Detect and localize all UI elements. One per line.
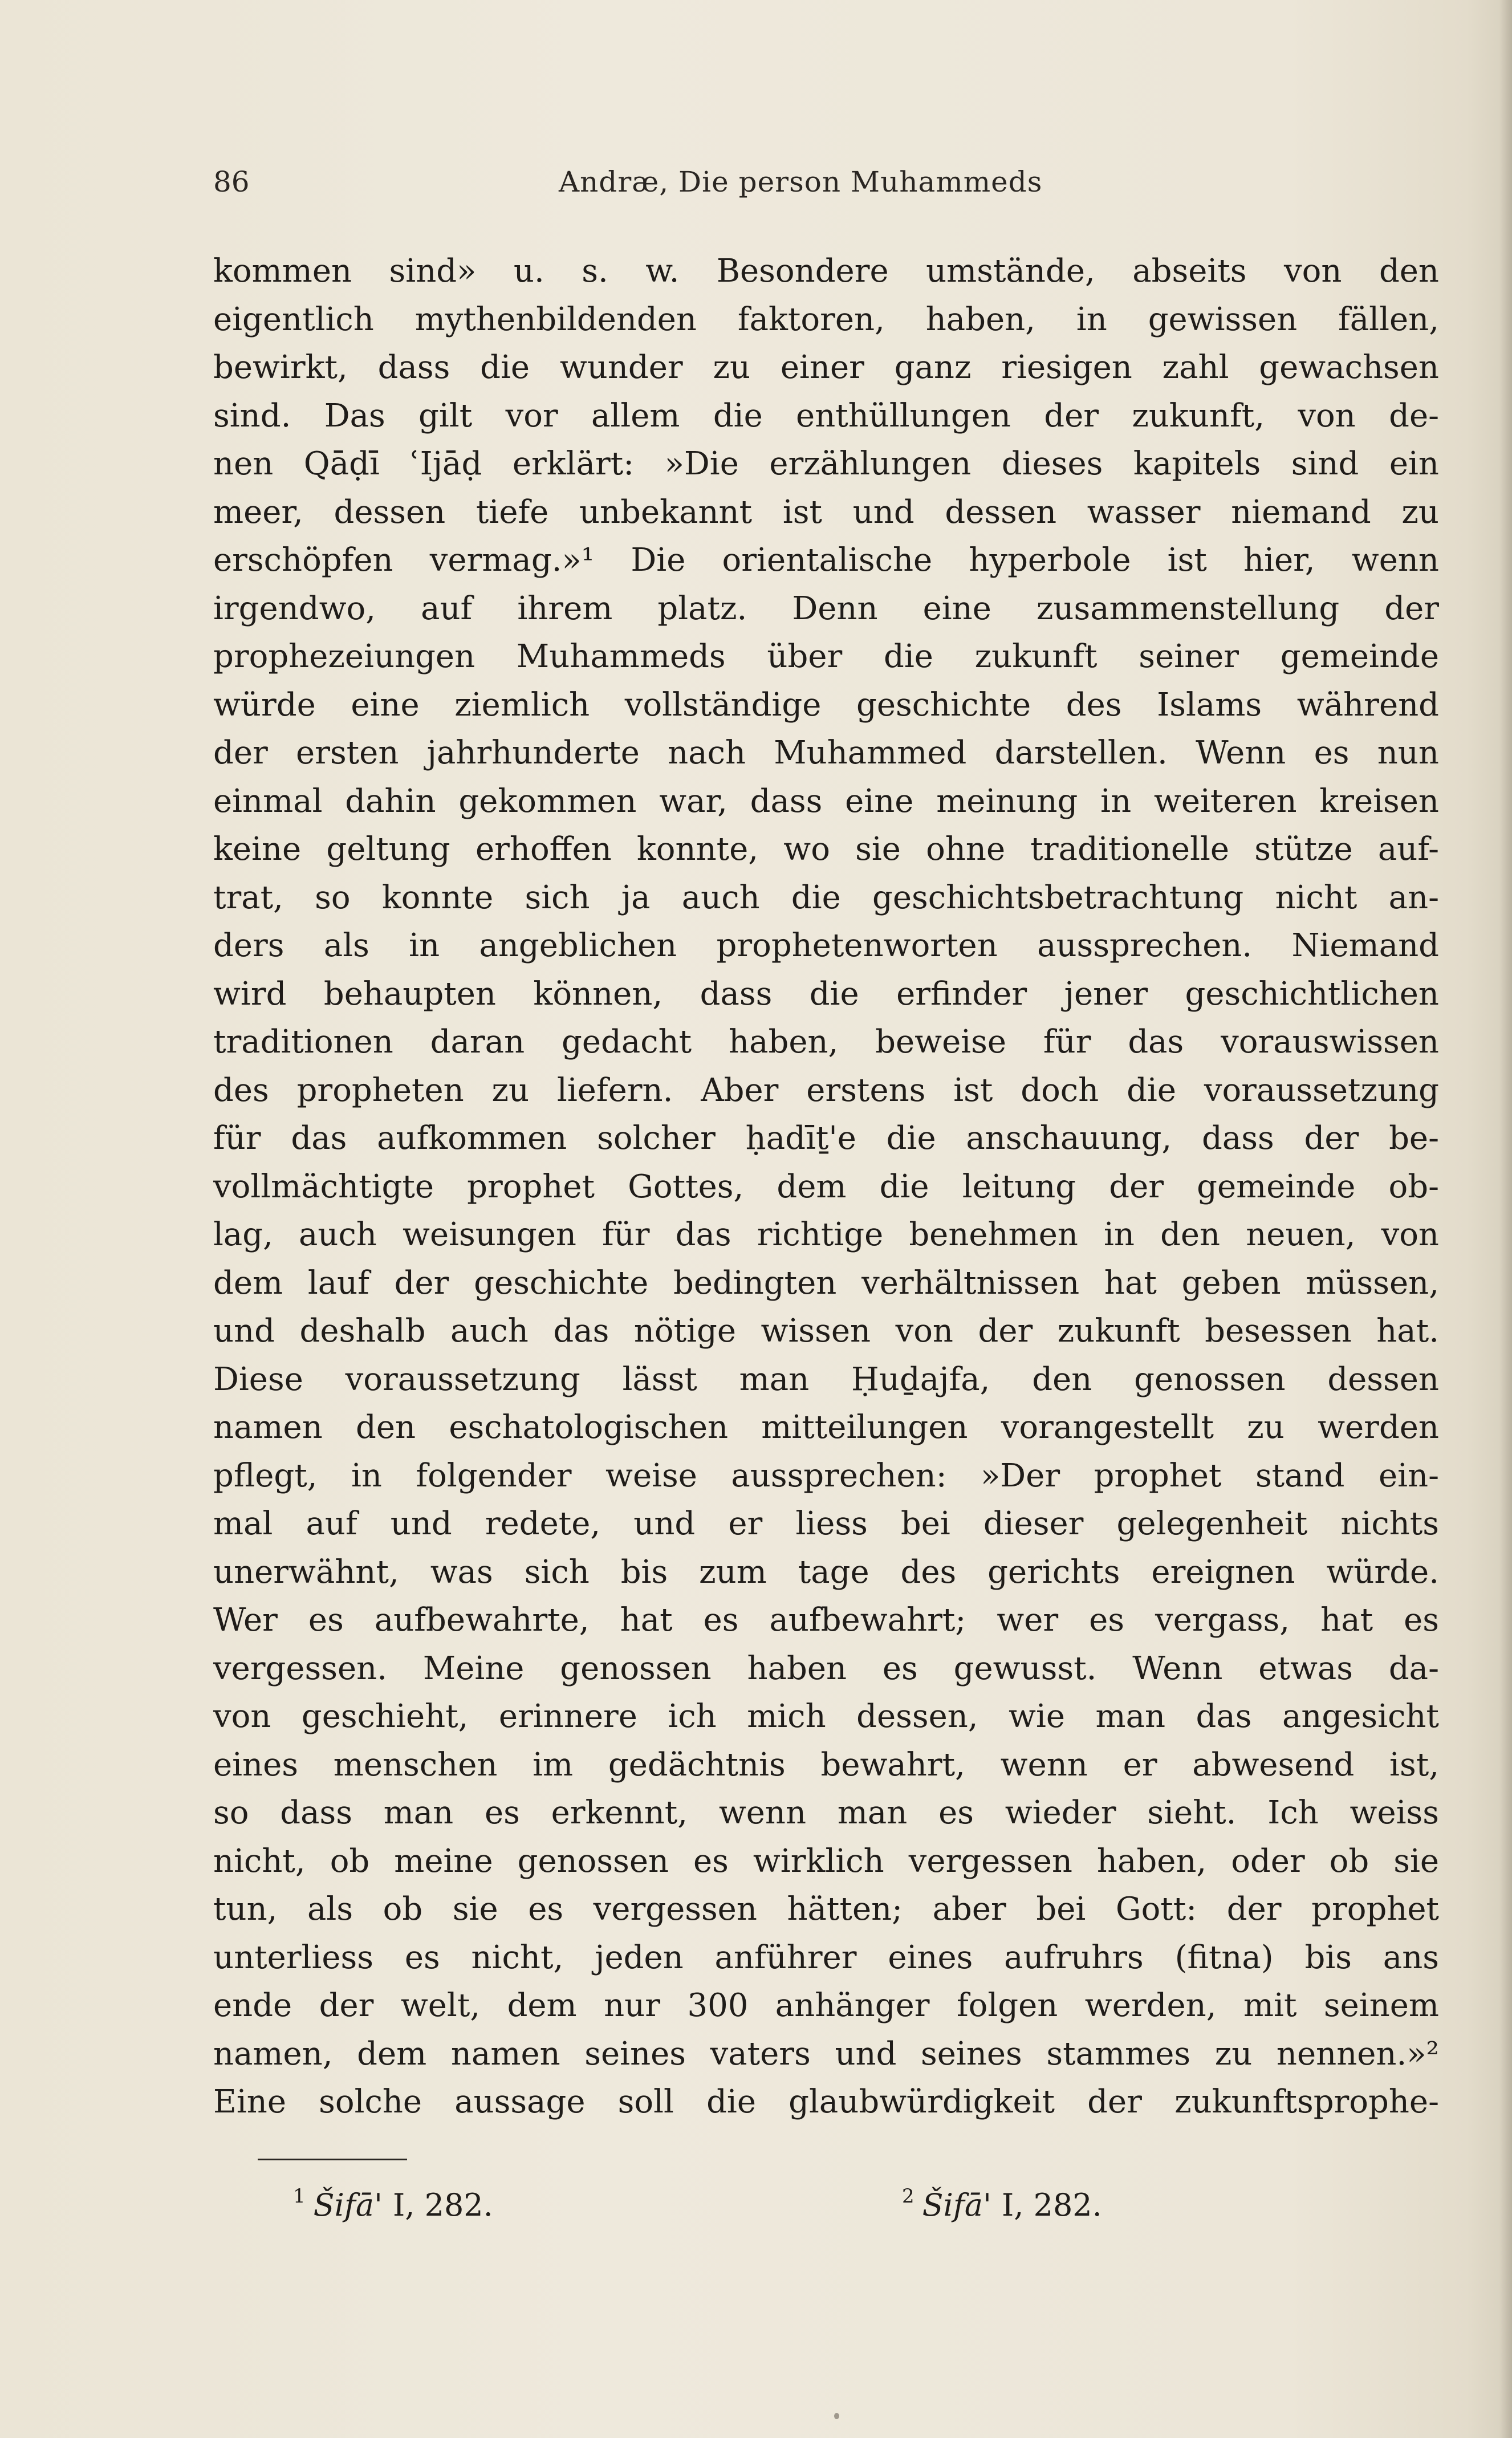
text-line: vollmächtigte prophet Gottes, dem die leitung der gemeinde ob- (213, 1168, 1439, 1205)
text-line: für das aufkommen solcher ḥadīṯ'e die anschauung, dass der be- (213, 1120, 1439, 1157)
page-number: 86 (213, 165, 250, 198)
text-line: so dass man es erkennt, wenn man es wieder sieht. Ich weiss (213, 1794, 1439, 1831)
text-line: vergessen. Meine genossen haben es gewusst. Wenn etwas da- (213, 1649, 1439, 1687)
footnote-1 (293, 2187, 493, 2223)
text-line: lag, auch weisungen für das richtige benehmen in den neuen, von (213, 1216, 1439, 1253)
text-line: tun, als ob sie es vergessen hätten; aber bei Gott: der prophet (213, 1891, 1439, 1928)
text-line: der ersten jahrhunderte nach Muhammed darstellen. Wenn es nun (213, 734, 1439, 771)
footnotes (213, 2187, 1439, 2233)
text-line: kommen sind» u. s. w. Besondere umstände, abseits von den (213, 253, 1439, 290)
text-line: ende der welt, dem nur 300 anhänger folgen werden, mit seinem (213, 1987, 1439, 2024)
running-title: Andræ, Die person Muhammeds (559, 165, 1043, 198)
text-line: Wer es aufbewahrte, hat es aufbewahrt; wer es vergass, hat es (213, 1602, 1439, 1639)
footnote-2-ref: I, 282. (1001, 2187, 1102, 2223)
footnote-1-ref: I, 282. (392, 2187, 493, 2223)
text-line: prophezeiungen Muhammeds über die zukunft seiner gemeinde (213, 638, 1439, 675)
text-line: nen Qāḍī ʿIjāḍ erklärt: »Die erzählungen dieses kapitels sind ein (213, 445, 1439, 482)
text-line: wird behaupten können, dass die erfinder jener geschichtlichen (213, 975, 1439, 1013)
text-line: nicht, ob meine genossen es wirklich vergessen haben, oder ob sie (213, 1842, 1439, 1880)
page-edge-shadow (1499, 0, 1512, 2438)
text-line: trat, so konnte sich ja auch die geschichtsbetrachtung nicht an- (213, 879, 1439, 916)
text-line: unterliess es nicht, jeden anführer eines aufruhrs (fitna) bis ans (213, 1939, 1439, 1976)
text-line: ders als in angeblichen prophetenworten aussprechen. Niemand (213, 927, 1439, 964)
footnote-divider (258, 2159, 407, 2160)
text-line: unerwähnt, was sich bis zum tage des gerichts ereignen würde. (213, 1553, 1439, 1591)
body-text (213, 247, 1439, 2127)
footnote-2-source: Šifā' (922, 2187, 991, 2223)
text-line: keine geltung erhoffen konnte, wo sie ohne traditionelle stütze auf- (213, 831, 1439, 868)
text-line: und deshalb auch das nötige wissen von der zukunft besessen hat. (213, 1313, 1439, 1350)
text-line: von geschieht, erinnere ich mich dessen, wie man das angesicht (213, 1698, 1439, 1735)
footnote-2 (902, 2187, 1102, 2223)
text-line: irgendwo, auf ihrem platz. Denn eine zusammenstellung der (213, 590, 1439, 627)
text-line: erschöpfen vermag.»¹ Die orientalische hyperbole ist hier, wenn (213, 542, 1439, 579)
footnote-1-source: Šifā' (313, 2187, 383, 2223)
text-line: dem lauf der geschichte bedingten verhältnissen hat geben müssen, (213, 1264, 1439, 1302)
paper-speck (834, 2413, 839, 2419)
text-line: eines menschen im gedächtnis bewahrt, wenn er abwesend ist, (213, 1746, 1439, 1783)
text-line: bewirkt, dass die wunder zu einer ganz riesigen zahl gewachsen (213, 349, 1439, 386)
footnote-2-mark: 2 (902, 2185, 914, 2208)
text-line: traditionen daran gedacht haben, beweise für das vorauswissen (213, 1023, 1439, 1060)
text-line: mal auf und redete, und er liess bei dieser gelegenheit nichts (213, 1505, 1439, 1542)
text-line: des propheten zu liefern. Aber erstens ist doch die voraussetzung (213, 1071, 1439, 1109)
text-line: sind. Das gilt vor allem die enthüllungen der zukunft, von de- (213, 397, 1439, 434)
text-line: meer, dessen tiefe unbekannt ist und dessen wasser niemand zu (213, 493, 1439, 531)
page-header (213, 165, 1439, 205)
text-line: pflegt, in folgender weise aussprechen: »Der prophet stand ein- (213, 1457, 1439, 1494)
text-line: eigentlich mythenbildenden faktoren, haben, in gewissen fällen, (213, 300, 1439, 338)
text-line: würde eine ziemlich vollständige geschichte des Islams während (213, 686, 1439, 724)
text-line: namen, dem namen seines vaters und seines stammes zu nennen.»² (213, 2035, 1439, 2073)
text-line: Diese voraussetzung lässt man Ḥuḏajfa, den genossen dessen (213, 1360, 1439, 1398)
text-line: Eine solche aussage soll die glaubwürdigkeit der zukunftsprophe- (213, 2083, 1439, 2120)
footnote-1-mark: 1 (293, 2185, 306, 2208)
text-line: namen den eschatologischen mitteilungen vorangestellt zu werden (213, 1409, 1439, 1446)
text-line: einmal dahin gekommen war, dass eine meinung in weiteren kreisen (213, 782, 1439, 820)
